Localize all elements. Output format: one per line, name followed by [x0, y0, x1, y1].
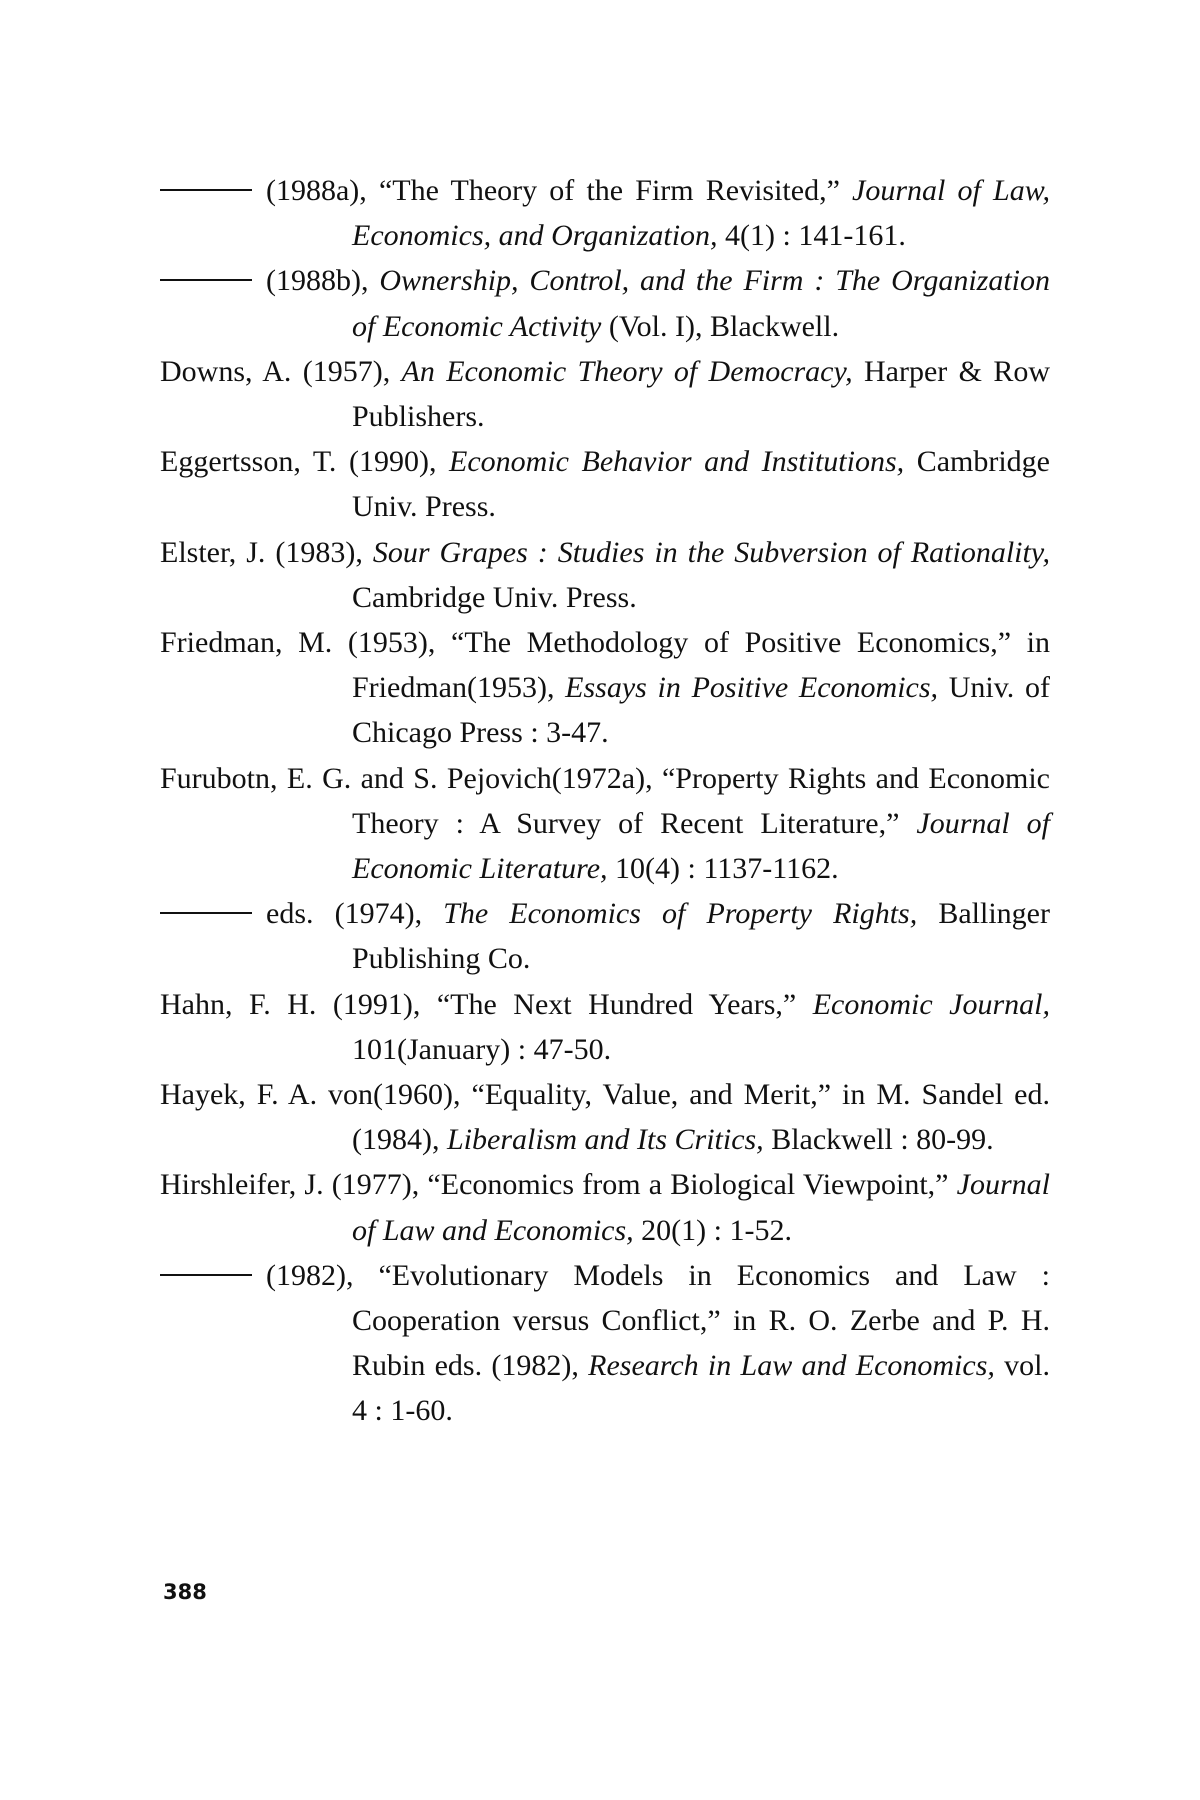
- reference-text: Friedman, M. (1953), “The Methodology of Positive Economics,” in Friedman(1953),: [160, 626, 1050, 705]
- reference-entry: [160, 756, 1050, 892]
- reference-title-italic: Journal of Economic Literature,: [352, 806, 1050, 886]
- reference-title-italic: Journal of Law, Economics, and Organization,: [352, 174, 1050, 253]
- reference-title-italic: Research in Law and Economics,: [588, 1349, 995, 1383]
- ditto-dash: [160, 279, 252, 281]
- reference-text: Eggertsson, T. (1990),: [160, 445, 450, 479]
- reference-text: 101(January) : 47-50.: [352, 1032, 612, 1066]
- reference-entry: [160, 891, 1050, 981]
- reference-title-italic: Ownership, Control, and the Firm : The Organization of Economic Activity: [352, 264, 1051, 343]
- reference-text: Blackwell : 80-99.: [763, 1123, 994, 1157]
- reference-entry: [160, 439, 1050, 529]
- reference-text: 20(1) : 1-52.: [633, 1213, 792, 1247]
- reference-entry: [160, 168, 1050, 258]
- ditto-dash: [160, 1274, 252, 1276]
- reference-entry: [160, 349, 1050, 439]
- reference-text: vol. 4 : 1-60.: [352, 1349, 1050, 1428]
- reference-entry: [160, 1072, 1050, 1162]
- reference-entry: [160, 530, 1050, 620]
- reference-text: Cambridge Univ. Press.: [352, 445, 1050, 524]
- reference-title-italic: Liberalism and Its Critics,: [446, 1123, 764, 1157]
- reference-text: (Vol. I), Blackwell.: [601, 309, 840, 343]
- reference-text: Furubotn, E. G. and S. Pejovich(1972a), “Property Rights and Economic Theory : A Survey of Recent Literature,”: [160, 761, 1050, 840]
- reference-title-italic: Economic Behavior and Institutions,: [449, 445, 905, 479]
- reference-text: (1988a), “The Theory of the Firm Revisited,”: [266, 174, 853, 207]
- reference-title-italic: Journal of Law and Economics,: [352, 1168, 1050, 1247]
- reference-list: [160, 168, 1050, 1434]
- reference-title-italic: The Economics of Property Rights,: [443, 897, 918, 931]
- reference-entry: [160, 982, 1050, 1072]
- reference-text: Hahn, F. H. (1991), “The Next Hundred Years,”: [160, 987, 813, 1021]
- reference-title-italic: Essays in Positive Economics,: [565, 671, 939, 705]
- reference-text: Ballinger Publishing Co.: [352, 897, 1050, 976]
- ditto-dash: [160, 912, 252, 914]
- ditto-dash: [160, 189, 252, 191]
- reference-entry: [160, 620, 1050, 756]
- reference-text: Hirshleifer, J. (1977), “Economics from a Biological Viewpoint,”: [160, 1168, 957, 1202]
- reference-text: Cambridge Univ. Press.: [352, 580, 637, 614]
- reference-text: Elster, J. (1983),: [160, 535, 373, 569]
- reference-entry: [160, 1162, 1050, 1252]
- reference-title-italic: An Economic Theory of Democracy,: [401, 354, 853, 388]
- reference-text: Harper & Row Publishers.: [352, 354, 1051, 434]
- reference-text: 4(1) : 141-161.: [717, 219, 906, 253]
- reference-text: 10(4) : 1137-1162.: [607, 852, 839, 886]
- reference-entry: [160, 258, 1050, 348]
- reference-title-italic: Sour Grapes : Studies in the Subversion of Rationality,: [372, 535, 1050, 569]
- reference-text: eds. (1974),: [266, 897, 444, 931]
- reference-text: Univ. of Chicago Press : 3-47.: [352, 671, 1050, 750]
- reference-entry: [160, 1253, 1050, 1434]
- reference-title-italic: Economic Journal,: [812, 987, 1051, 1021]
- reference-text: (1988b),: [266, 264, 380, 298]
- reference-text: Hayek, F. A. von(1960), “Equality, Value, and Merit,” in M. Sandel ed. (1984),: [160, 1078, 1050, 1157]
- reference-text: Downs, A. (1957),: [160, 354, 402, 388]
- page-number: 388: [163, 1580, 207, 1604]
- reference-text: (1982), “Evolutionary Models in Economics and Law : Cooperation versus Conflict,” in R. O. Zerbe and P. H. Rubin eds. (1982),: [266, 1258, 1050, 1383]
